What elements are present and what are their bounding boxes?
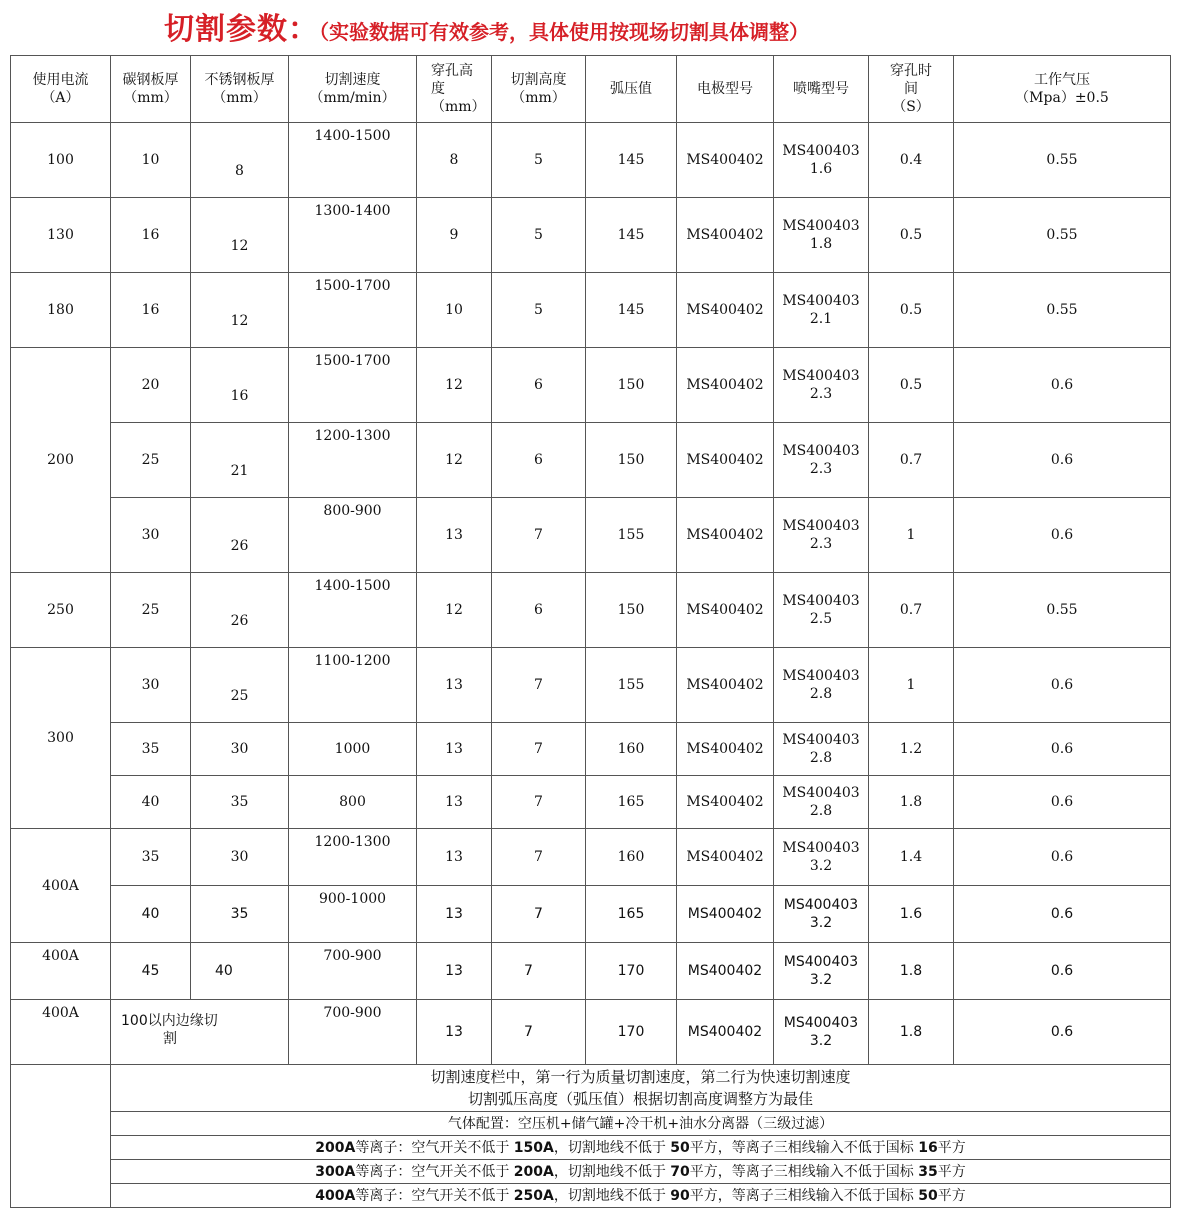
speed-cell: 1400-1500 <box>289 123 417 198</box>
carbon-cell: 16 <box>111 273 191 348</box>
current-cell: 200 <box>11 348 111 573</box>
table-row <box>11 829 1171 886</box>
cut-height-cell: 5 <box>492 123 586 198</box>
arc-voltage-cell: 155 <box>586 648 677 723</box>
electrode-cell: MS400402 <box>677 573 774 648</box>
arc-voltage-cell: 150 <box>586 573 677 648</box>
speed-cell: 1200-1300 <box>289 423 417 498</box>
speed-cell: 1500-1700 <box>289 348 417 423</box>
current-cell: 180 <box>11 273 111 348</box>
pierce-height-cell: 13 <box>417 886 492 943</box>
arc-voltage-cell: 155 <box>586 498 677 573</box>
header-nozzle: 喷嘴型号 <box>774 56 869 123</box>
cut-height-cell: 7 <box>492 648 586 723</box>
arc-voltage-cell: 150 <box>586 423 677 498</box>
pressure-cell: 0.6 <box>954 943 1171 1000</box>
nozzle-cell: MS400403 3.2 <box>774 943 869 1000</box>
header-electrode: 电极型号 <box>677 56 774 123</box>
header-cut-height: 切割高度 （mm） <box>492 56 586 123</box>
current-cell: 100 <box>11 123 111 198</box>
power-requirement: 400A等离子：空气开关不低于 250A，切割地线不低于 90平方，等离子三相线输入不低于国标 50平方 <box>111 1184 1171 1208</box>
arc-voltage-cell: 150 <box>586 348 677 423</box>
carbon-cell: 30 <box>111 498 191 573</box>
current-cell: 250 <box>11 573 111 648</box>
stainless-cell: 12 <box>191 273 289 348</box>
speed-cell: 700-900 <box>289 943 417 1000</box>
pressure-cell: 0.55 <box>954 123 1171 198</box>
electrode-cell: MS400402 <box>677 423 774 498</box>
table-row <box>11 423 1171 498</box>
pierce-time-cell: 0.5 <box>869 198 954 273</box>
arc-voltage-cell: 160 <box>586 829 677 886</box>
cut-height-cell: 6 <box>492 573 586 648</box>
notes-cell <box>111 1065 1171 1112</box>
table-row <box>11 776 1171 829</box>
pierce-time-cell: 1.8 <box>869 776 954 829</box>
table-row <box>11 648 1171 723</box>
header-pierce-height: 穿孔高 度 （mm） <box>417 56 492 123</box>
cut-height-cell: 7 <box>492 943 586 1000</box>
plate-note-cell: 100以内边缘切 割 <box>111 1000 289 1065</box>
nozzle-cell: MS400403 2.5 <box>774 573 869 648</box>
stainless-cell: 40 <box>191 943 289 1000</box>
stainless-cell: 25 <box>191 648 289 723</box>
header-pressure: 工作气压 （Mpa）±0.5 <box>954 56 1171 123</box>
pressure-cell: 0.55 <box>954 198 1171 273</box>
pressure-cell: 0.6 <box>954 423 1171 498</box>
pierce-time-cell: 0.5 <box>869 348 954 423</box>
cut-height-cell: 7 <box>492 829 586 886</box>
electrode-cell: MS400402 <box>677 123 774 198</box>
table-row <box>11 886 1171 943</box>
header-stainless-thickness: 不锈钢板厚 （mm） <box>191 56 289 123</box>
electrode-cell: MS400402 <box>677 776 774 829</box>
table-row <box>11 348 1171 423</box>
title-main: 切割参数： <box>164 12 319 47</box>
nozzle-cell: MS400403 2.3 <box>774 423 869 498</box>
pierce-time-cell: 1.4 <box>869 829 954 886</box>
electrode-cell: MS400402 <box>677 886 774 943</box>
stainless-cell: 35 <box>191 886 289 943</box>
pierce-height-cell: 13 <box>417 723 492 776</box>
pierce-height-cell: 13 <box>417 498 492 573</box>
table-row <box>11 943 1171 1000</box>
arc-voltage-cell: 165 <box>586 776 677 829</box>
electrode-cell: MS400402 <box>677 1000 774 1065</box>
pierce-height-cell: 8 <box>417 123 492 198</box>
cut-height-cell: 7 <box>492 886 586 943</box>
notes-row <box>11 1136 1171 1160</box>
arc-voltage-cell: 170 <box>586 1000 677 1065</box>
speed-cell: 700-900 <box>289 1000 417 1065</box>
header-arc-voltage: 弧压值 <box>586 56 677 123</box>
electrode-cell: MS400402 <box>677 829 774 886</box>
pierce-height-cell: 13 <box>417 648 492 723</box>
carbon-cell: 16 <box>111 198 191 273</box>
pierce-time-cell: 0.7 <box>869 423 954 498</box>
nozzle-cell: MS400403 2.8 <box>774 723 869 776</box>
header-carbon-thickness: 碳钢板厚 （mm） <box>111 56 191 123</box>
table-row <box>11 273 1171 348</box>
stainless-cell: 16 <box>191 348 289 423</box>
table-row <box>11 198 1171 273</box>
arc-voltage-cell: 145 <box>586 123 677 198</box>
pierce-height-cell: 13 <box>417 776 492 829</box>
title-subtitle: （实验数据可有效参考，具体使用按现场切割具体调整） <box>319 20 809 44</box>
pierce-height-cell: 12 <box>417 348 492 423</box>
carbon-cell: 20 <box>111 348 191 423</box>
stainless-cell: 26 <box>191 573 289 648</box>
pierce-time-cell: 1 <box>869 498 954 573</box>
nozzle-cell: MS400403 3.2 <box>774 829 869 886</box>
notes-row <box>11 1112 1171 1136</box>
table-row <box>11 573 1171 648</box>
pierce-height-cell: 13 <box>417 829 492 886</box>
table-row <box>11 123 1171 198</box>
pierce-height-cell: 12 <box>417 423 492 498</box>
arc-voltage-cell: 145 <box>586 273 677 348</box>
electrode-cell: MS400402 <box>677 348 774 423</box>
cutting-parameter-table <box>10 55 1171 1208</box>
electrode-cell: MS400402 <box>677 648 774 723</box>
header-cut-speed: 切割速度 （mm/min） <box>289 56 417 123</box>
nozzle-cell: MS400403 1.8 <box>774 198 869 273</box>
table-row <box>11 1000 1171 1065</box>
cut-height-cell: 5 <box>492 198 586 273</box>
stainless-cell: 26 <box>191 498 289 573</box>
electrode-cell: MS400402 <box>677 498 774 573</box>
nozzle-cell: MS400403 2.8 <box>774 648 869 723</box>
nozzle-cell: MS400403 2.1 <box>774 273 869 348</box>
carbon-cell: 35 <box>111 829 191 886</box>
pierce-height-cell: 13 <box>417 1000 492 1065</box>
pressure-cell: 0.6 <box>954 886 1171 943</box>
pressure-cell: 0.6 <box>954 829 1171 886</box>
stainless-cell: 30 <box>191 829 289 886</box>
pressure-cell: 0.6 <box>954 723 1171 776</box>
carbon-cell: 25 <box>111 423 191 498</box>
electrode-cell: MS400402 <box>677 273 774 348</box>
carbon-cell: 25 <box>111 573 191 648</box>
pierce-time-cell: 0.5 <box>869 273 954 348</box>
speed-note: 切割速度栏中，第一行为质量切割速度，第二行为快速切割速度 <box>430 1068 851 1086</box>
arc-voltage-cell: 165 <box>586 886 677 943</box>
stainless-cell: 12 <box>191 198 289 273</box>
arc-voltage-cell: 145 <box>586 198 677 273</box>
page-title <box>164 4 809 48</box>
cut-height-cell: 7 <box>492 723 586 776</box>
pierce-time-cell: 1.8 <box>869 1000 954 1065</box>
power-requirement: 300A等离子：空气开关不低于 200A，切割地线不低于 70平方，等离子三相线输入不低于国标 35平方 <box>111 1160 1171 1184</box>
nozzle-cell: MS400403 3.2 <box>774 1000 869 1065</box>
power-requirement: 200A等离子：空气开关不低于 150A，切割地线不低于 50平方，等离子三相线输入不低于国标 16平方 <box>111 1136 1171 1160</box>
nozzle-cell: MS400403 1.6 <box>774 123 869 198</box>
speed-cell: 800-900 <box>289 498 417 573</box>
table-row <box>11 723 1171 776</box>
stainless-cell: 21 <box>191 423 289 498</box>
pierce-time-cell: 1.6 <box>869 886 954 943</box>
pierce-time-cell: 0.7 <box>869 573 954 648</box>
pressure-cell: 0.6 <box>954 498 1171 573</box>
carbon-cell: 40 <box>111 776 191 829</box>
pierce-time-cell: 1.8 <box>869 943 954 1000</box>
cut-height-cell: 7 <box>492 776 586 829</box>
nozzle-cell: MS400403 2.3 <box>774 348 869 423</box>
arc-voltage-cell: 160 <box>586 723 677 776</box>
cut-height-cell: 6 <box>492 348 586 423</box>
arc-note: 切割弧压高度（弧压值）根据切割高度调整方为最佳 <box>467 1090 813 1108</box>
notes-row <box>11 1160 1171 1184</box>
pressure-cell: 0.55 <box>954 573 1171 648</box>
stainless-cell: 35 <box>191 776 289 829</box>
arc-voltage-cell: 170 <box>586 943 677 1000</box>
speed-cell: 1200-1300 <box>289 829 417 886</box>
cut-height-cell: 6 <box>492 423 586 498</box>
notes-row <box>11 1065 1171 1112</box>
nozzle-cell: MS400403 2.3 <box>774 498 869 573</box>
nozzle-cell: MS400403 2.8 <box>774 776 869 829</box>
pierce-height-cell: 12 <box>417 573 492 648</box>
notes-row <box>11 1184 1171 1208</box>
carbon-cell: 35 <box>111 723 191 776</box>
pierce-time-cell: 0.4 <box>869 123 954 198</box>
speed-cell: 1100-1200 <box>289 648 417 723</box>
current-cell: 400A <box>11 1000 111 1065</box>
speed-cell: 1000 <box>289 723 417 776</box>
current-cell: 130 <box>11 198 111 273</box>
cut-height-cell: 7 <box>492 498 586 573</box>
stainless-cell: 8 <box>191 123 289 198</box>
current-cell: 400A <box>11 943 111 1000</box>
electrode-cell: MS400402 <box>677 198 774 273</box>
speed-cell: 1300-1400 <box>289 198 417 273</box>
carbon-cell: 45 <box>111 943 191 1000</box>
cut-height-cell: 7 <box>492 1000 586 1065</box>
carbon-cell: 40 <box>111 886 191 943</box>
stainless-cell: 30 <box>191 723 289 776</box>
pierce-height-cell: 13 <box>417 943 492 1000</box>
cut-height-cell: 5 <box>492 273 586 348</box>
carbon-cell: 10 <box>111 123 191 198</box>
pierce-height-cell: 10 <box>417 273 492 348</box>
pressure-cell: 0.6 <box>954 348 1171 423</box>
speed-cell: 800 <box>289 776 417 829</box>
pierce-height-cell: 9 <box>417 198 492 273</box>
current-cell: 400A <box>11 829 111 943</box>
speed-cell: 1400-1500 <box>289 573 417 648</box>
header-row <box>11 56 1171 123</box>
pierce-time-cell: 1.2 <box>869 723 954 776</box>
electrode-cell: MS400402 <box>677 723 774 776</box>
current-cell: 300 <box>11 648 111 829</box>
nozzle-cell: MS400403 3.2 <box>774 886 869 943</box>
pressure-cell: 0.6 <box>954 776 1171 829</box>
header-current: 使用电流 （A） <box>11 56 111 123</box>
table-row <box>11 498 1171 573</box>
notes-blank-cell <box>11 1065 111 1208</box>
speed-cell: 1500-1700 <box>289 273 417 348</box>
pierce-time-cell: 1 <box>869 648 954 723</box>
pressure-cell: 0.6 <box>954 1000 1171 1065</box>
gas-config: 气体配置：空压机+储气罐+冷干机+油水分离器（三级过滤） <box>111 1112 1171 1136</box>
header-pierce-time: 穿孔时 间 （S） <box>869 56 954 123</box>
pressure-cell: 0.55 <box>954 273 1171 348</box>
speed-cell: 900-1000 <box>289 886 417 943</box>
pressure-cell: 0.6 <box>954 648 1171 723</box>
electrode-cell: MS400402 <box>677 943 774 1000</box>
carbon-cell: 30 <box>111 648 191 723</box>
